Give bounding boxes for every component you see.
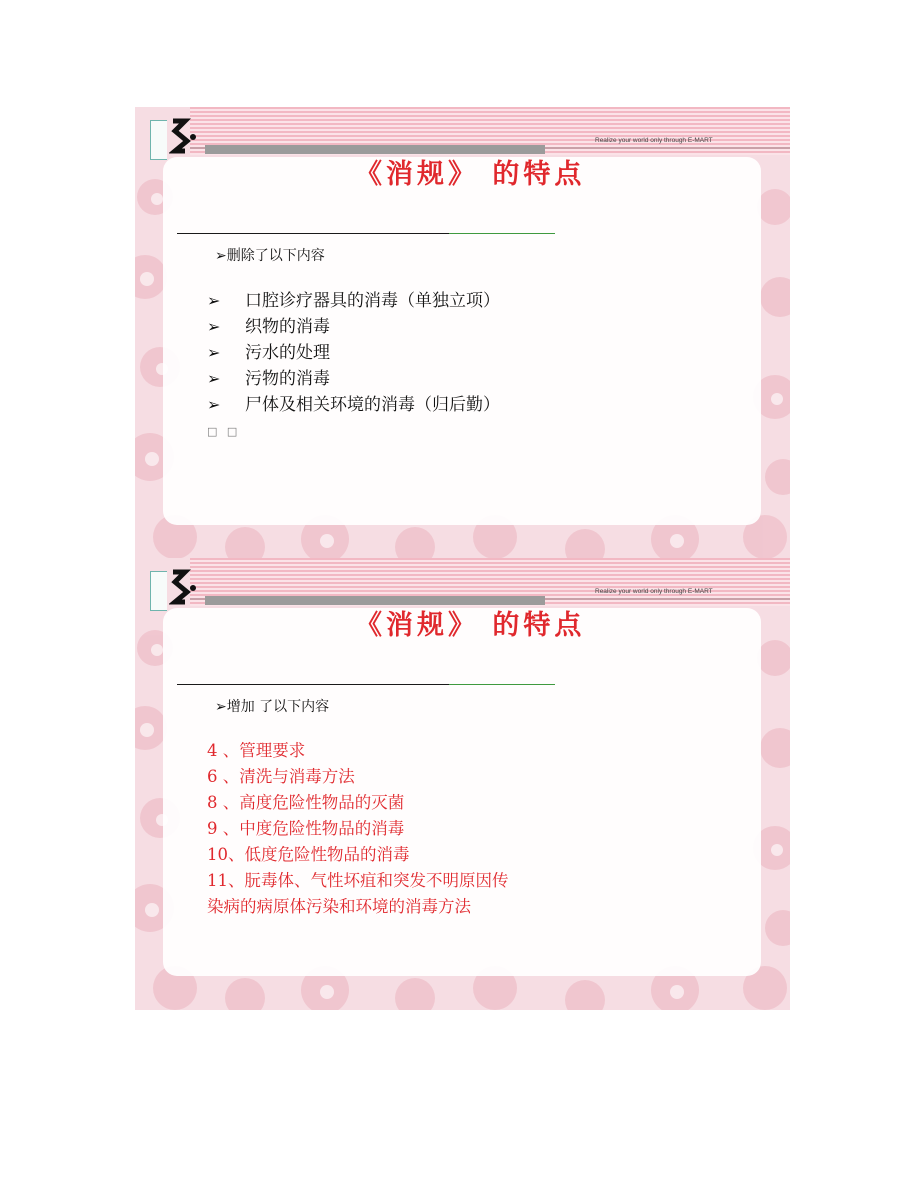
slide-title: 《消规》 的特点 <box>355 159 586 190</box>
list-item: 8 、高度危险性物品的灭菌 <box>207 793 405 812</box>
list-item: ➢ 口腔诊疗器具的消毒（单独立项） <box>207 288 500 314</box>
list-item: 4 、管理要求 <box>207 741 306 760</box>
slide-title: 《消规》 的特点 <box>355 610 586 641</box>
list-item: 6 、清洗与消毒方法 <box>207 767 355 786</box>
arrow-bullet-icon: ➢ <box>207 291 221 310</box>
arrow-bullet-icon: ➢ <box>207 395 221 414</box>
list-item: 11、朊毒体、气性坏疽和突发不明原因传 <box>207 871 509 890</box>
list-item: ➢ 污水的处理 <box>207 340 500 366</box>
section-subhead: ➢删除了以下内容 <box>215 248 325 264</box>
slide-added-content <box>135 558 790 1010</box>
arrow-bullet-icon: ➢ <box>207 317 221 336</box>
list-item: ➢ 尸体及相关环境的消毒（归后勤） <box>207 392 500 418</box>
list-item: 9 、中度危险性物品的消毒 <box>207 819 405 838</box>
list-item: 染病的病原体污染和环境的消毒方法 <box>207 897 471 916</box>
title-divider <box>177 684 555 685</box>
header-tagline: Realize your world only through E-MART <box>595 137 713 144</box>
logo-frame <box>150 120 167 160</box>
arrow-bullet-icon: ➢ <box>207 343 221 362</box>
added-items-list <box>207 738 509 920</box>
emart-logo-icon <box>169 117 199 157</box>
list-item: 10、低度危险性物品的消毒 <box>207 845 410 864</box>
title-divider <box>177 233 555 234</box>
section-subhead: ➢增加 了以下内容 <box>215 699 330 715</box>
logo-frame <box>150 571 167 611</box>
placeholder-boxes: □ □ <box>207 425 241 438</box>
list-item: ➢ 织物的消毒 <box>207 314 500 340</box>
list-item: ➢ 污物的消毒 <box>207 366 500 392</box>
header-tagline: Realize your world only through E-MART <box>595 588 713 595</box>
deleted-items-list <box>207 288 500 418</box>
slide-deleted-content <box>135 107 790 559</box>
arrow-bullet-icon: ➢ <box>207 369 221 388</box>
emart-logo-icon <box>169 568 199 608</box>
